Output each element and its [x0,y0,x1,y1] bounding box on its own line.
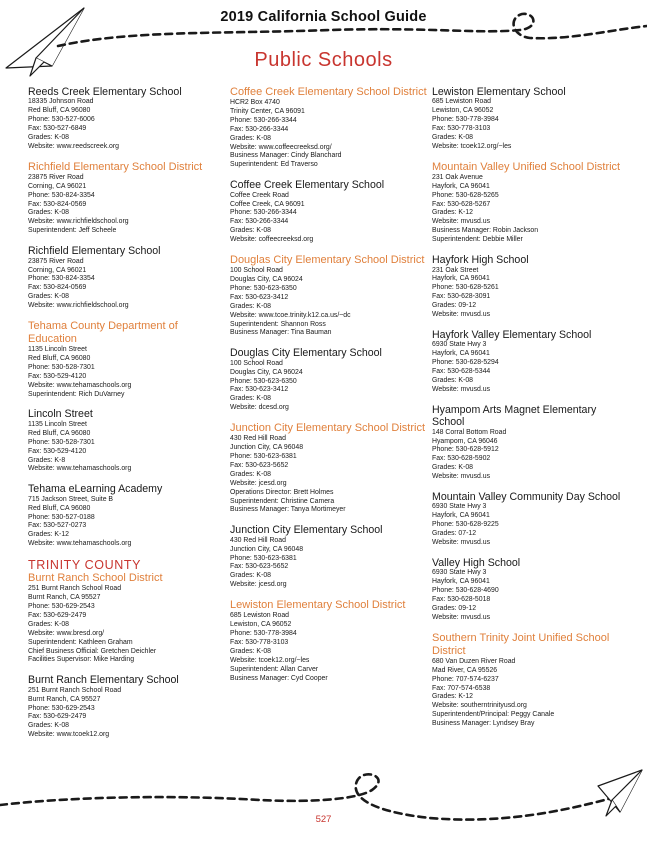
entry-detail-line: 430 Red Hill Road [230,435,286,443]
entry-detail-line: 18335 Johnson Road [28,98,94,106]
entry-detail-line: Phone: 530-824-3354 [28,191,95,199]
entry-detail-line: 231 Oak Avenue [432,173,483,181]
district-name: Richfield Elementary School District [28,160,203,173]
entry-detail-line: Douglas City, CA 96024 [230,276,303,283]
entry-detail-line: Grades: K-12 [432,209,473,217]
entry-detail-line: Superintendent: Allan Carver [230,665,319,673]
entry-detail-line: Phone: 530-628-9225 [432,521,499,529]
entry-detail-line: Superintendent: Christine Camera [230,497,335,505]
school-name: Tehama eLearning Academy [28,483,163,496]
entry-detail-line: Junction City, CA 96048 [230,444,304,452]
school-name: Mountain Valley Community Day School [432,491,621,504]
entry-detail-line: Website: tcoek12.org/~les [230,656,310,664]
entry-detail-line: Phone: 530-629-2543 [28,602,95,610]
entry-detail-line: Grades: K-08 [230,395,271,403]
school-entry [28,86,226,152]
entry-detail-line: Fax: 707-574-6538 [432,684,491,692]
entry-detail-line: Fax: 530-778-3103 [432,125,491,133]
entry-detail-line: Website: www.richfieldschool.org [28,302,129,310]
school-entry [432,491,630,548]
entry-detail-line: Phone: 530-778-3984 [432,116,499,124]
school-name: Valley High School [432,556,521,569]
entry-detail-line: Business Manager: Tanya Mortimeyer [230,506,346,514]
entry-detail-line: Grades: K-08 [230,134,271,142]
school-entry [432,329,630,395]
entry-detail-line: Phone: 530-623-6381 [230,554,297,562]
entry-detail-line: Grades: K-08 [230,302,271,310]
entry-detail-line: Grades: K-08 [28,209,69,217]
entry-detail-line: Phone: 530-623-6350 [230,284,297,292]
school-entry [432,86,630,152]
page-number: 527 [315,814,332,825]
school-entry [432,161,630,245]
school-entry [230,422,428,515]
entry-detail-line: Phone: 530-623-6381 [230,453,297,460]
entry-detail-line: Business Manager: Tina Bauman [230,329,332,337]
entry-detail-line: Website: mvusd.us [432,311,491,319]
entry-detail-line: 680 Van Duzen River Road [432,657,516,665]
entry-detail-line: 100 School Road [230,359,283,367]
entry-detail-line: Superintendent: Ed Traverso [230,161,318,169]
entry-detail-line: Fax: 530-628-5267 [432,200,491,208]
entry-detail-line: Fax: 530-628-5902 [432,455,491,463]
entry-detail-line: Coffee Creek Road [230,191,289,199]
entry-detail-line: Hayfork, CA 96041 [432,182,490,190]
district-name: Southern Trinity Joint Unified School District [432,631,610,657]
entry-detail-line: Phone: 530-824-3354 [28,275,95,283]
entry-detail-line: Website: jcesd.org [230,479,287,487]
entry-detail-line: Business Manager: Cyd Cooper [230,674,328,682]
guide-title: 2019 California School Guide [220,9,427,25]
entry-detail-line: Grades: K-08 [28,722,69,730]
entry-detail-line: HCR2 Box 4740 [230,99,280,106]
school-name: Coffee Creek Elementary School [230,179,385,192]
entry-detail-line: Grades: K-08 [28,293,69,301]
school-entry [28,320,226,399]
district-name: Lewiston Elementary School District [230,599,406,612]
entry-detail-line: 231 Oak Street [432,266,479,274]
entry-detail-line: Superintendent: Debbie Miller [432,236,523,244]
entry-detail-line: Website: www.tehamaschools.org [28,381,132,389]
entry-detail-line: Junction City, CA 96048 [230,545,304,553]
entry-detail-line: Phone: 530-266-3344 [230,209,297,217]
entry-detail-line: Fax: 530-527-0273 [28,522,87,530]
entry-detail-line: 148 Corral Bottom Road [432,428,507,436]
entry-detail-line: 251 Burnt Ranch School Road [28,585,122,593]
entry-detail-line: Douglas City, CA 96024 [230,368,303,376]
school-entry [230,347,428,413]
entry-detail-line: Grades: 09-12 [432,302,477,310]
entry-detail-line: Red Bluff, CA 96080 [28,354,91,362]
entry-detail-line: Grades: K-08 [28,620,69,628]
entry-detail-line: 430 Red Hill Road [230,536,286,544]
school-entry [28,483,226,549]
entry-detail-line: Grades: K-8 [28,456,66,464]
entry-detail-line: Website: mvusd.us [432,218,491,226]
entry-detail-line: Hayfork, CA 96041 [432,512,490,520]
entry-detail-line: Operations Director: Brett Holmes [230,488,334,496]
entry-detail-line: 6930 State Hwy 3 [432,341,487,349]
school-entry [230,254,428,338]
entry-detail-line: Website: mvusd.us [432,613,491,621]
school-entry [28,558,226,665]
entry-detail-line: Grades: K-08 [230,227,271,235]
entry-detail-line: Fax: 530-824-0569 [28,284,87,292]
school-entry [230,86,428,170]
entry-detail-line: Lewiston, CA 96052 [230,621,292,629]
school-name: Reeds Creek Elementary School [28,86,182,98]
entry-detail-line: 23875 River Road [28,257,84,265]
district-name: Tehama County Department of Education [28,320,178,346]
school-entry [230,524,428,590]
entry-detail-line: Red Bluff, CA 96080 [28,429,91,437]
entry-detail-line: Corning, CA 96021 [28,266,87,274]
entry-detail-line: Facilities Supervisor: Mike Harding [28,656,135,664]
school-name: Hayfork Valley Elementary School [432,328,592,341]
school-name: Lewiston Elementary School [432,86,566,98]
entry-detail-line: Fax: 530-629-2479 [28,611,87,619]
entry-detail-line: Grades: K-12 [432,693,473,701]
entry-detail-line: Red Bluff, CA 96080 [28,504,91,512]
entry-detail-line: Fax: 530-628-3091 [432,293,491,301]
entry-detail-line: Website: www.richfieldschool.org [28,218,129,226]
entry-detail-line: Phone: 530-628-5294 [432,359,499,367]
entry-detail-line: Website: www.tehamaschools.org [28,540,132,548]
entry-detail-line: Fax: 530-628-5344 [432,368,491,376]
school-entry [230,179,428,245]
entry-detail-line: Hayfork, CA 96041 [432,350,490,358]
entry-detail-line: Superintendent: Jeff Scheele [28,227,117,235]
entry-detail-line: Phone: 530-628-5261 [432,284,499,292]
entry-detail-line: Fax: 530-529-4120 [28,447,87,455]
entry-detail-line: Fax: 530-527-6849 [28,125,87,133]
school-entry [28,161,226,236]
district-name: Mountain Valley Unified School District [432,160,621,173]
entry-detail-line: Grades: K-08 [230,647,271,655]
entry-detail-line: Fax: 530-623-5652 [230,563,289,571]
district-name: Junction City Elementary School District [230,422,426,435]
entry-detail-line: 715 Jackson Street, Suite B [28,495,114,503]
entry-detail-line: Phone: 530-527-6006 [28,116,95,124]
column-2 [230,86,428,692]
entry-detail-line: 6930 State Hwy 3 [432,569,487,577]
entry-detail-line: Business Manager: Cindy Blanchard [230,152,342,160]
entry-detail-line: Phone: 530-528-7301 [28,438,95,446]
entry-detail-line: Business Manager: Robin Jackson [432,227,539,235]
county-heading: TRINITY COUNTY [28,558,142,573]
entry-detail-line: Phone: 707-574-6237 [432,675,499,683]
entry-detail-line: Grades: K-12 [28,531,69,539]
school-name: Lincoln Street [28,408,93,421]
entry-detail-line: 251 Burnt Ranch School Road [28,686,122,694]
column-3 [432,86,630,738]
entry-detail-line: 685 Lewiston Road [432,98,491,106]
school-name: Richfield Elementary School [28,245,161,258]
entry-detail-line: Red Bluff, CA 96080 [28,107,91,115]
entry-detail-line: Grades: 09-12 [432,605,477,612]
entry-detail-line: Phone: 530-527-0188 [28,513,95,521]
entry-detail-line: Hyampom, CA 96046 [432,437,498,445]
entry-detail-line: Website: www.tehamaschools.org [28,465,132,473]
entry-detail-line: 23875 River Road [28,173,84,181]
entry-detail-line: Corning, CA 96021 [28,182,87,190]
entry-detail-line: Phone: 530-628-5265 [432,191,499,199]
school-name: Burnt Ranch Elementary School [28,674,179,687]
flight-path-bottom [0,774,612,819]
entry-detail-line: Fax: 530-623-3412 [230,386,289,394]
entry-detail-line: Phone: 530-623-6350 [230,377,297,385]
entry-detail-line: Superintendent/Principal: Peggy Canale [432,711,555,719]
school-entry [432,254,630,320]
entry-detail-line: Coffee Creek, CA 96091 [230,200,305,208]
entry-detail-line: Website: mvusd.us [432,539,491,547]
entry-detail-line: Fax: 530-629-2479 [28,713,87,721]
district-name: Douglas City Elementary School District [230,254,425,267]
entry-detail-line: Fax: 530-778-3103 [230,638,289,646]
entry-detail-line: Burnt Ranch, CA 95527 [28,594,101,602]
entry-detail-line: Fax: 530-266-3344 [230,125,289,133]
entry-detail-line: Fax: 530-529-4120 [28,372,87,380]
entry-detail-line: Superintendent: Rich DuVarney [28,390,125,398]
school-entry [432,632,630,729]
entry-detail-line: Chief Business Official: Gretchen Deichler [28,647,157,655]
district-name: Coffee Creek Elementary School District [230,86,427,98]
entry-detail-line: Trinity Center, CA 96091 [230,107,305,115]
district-name: Burnt Ranch School District [28,572,163,585]
entry-detail-line: Hayfork, CA 96041 [432,578,490,586]
entry-detail-line: Superintendent: Shannon Ross [230,320,326,328]
entry-detail-line: Phone: 530-628-5912 [432,446,499,454]
entry-detail-line: 1135 Lincoln Street [28,346,87,354]
entry-detail-line: Grades: K-08 [230,470,271,478]
entry-detail-line: Burnt Ranch, CA 95527 [28,695,101,703]
entry-detail-line: Grades: 07-12 [432,530,477,538]
entry-detail-line: 100 School Road [230,267,283,275]
entry-detail-line: Website: dcesd.org [230,404,289,412]
entry-detail-line: 1135 Lincoln Street [28,420,87,428]
paper-plane-bottom-right-icon [598,770,642,816]
school-entry [28,408,226,474]
entry-detail-line: Fax: 530-266-3344 [230,218,289,226]
entry-detail-line: Website: www.tcoe.trinity.k12.ca.us/~dc [230,311,351,319]
school-name: Junction City Elementary School [230,524,383,537]
school-name: Hayfork High School [432,254,529,267]
entry-detail-line: Superintendent: Kathleen Graham [28,638,133,646]
section-title: Public Schools [254,49,393,71]
school-entry [28,245,226,311]
entry-detail-line: Hayfork, CA 96041 [432,275,490,283]
entry-detail-line: Website: www.bresd.org/ [28,629,105,637]
entry-detail-line: 6930 State Hwy 3 [432,503,487,511]
school-entry [28,674,226,740]
entry-detail-line: Fax: 530-628-5018 [432,596,491,604]
entry-detail-line: Grades: K-08 [432,464,473,472]
entry-detail-line: Grades: K-08 [432,134,473,142]
entry-detail-line: Website: tcoek12.org/~les [432,142,512,150]
entry-detail-line: Fax: 530-824-0569 [28,200,87,208]
entry-detail-line: Phone: 530-266-3344 [230,116,297,124]
entry-detail-line: Website: coffeecreeksd.org [230,236,314,244]
entry-detail-line: Lewiston, CA 96052 [432,107,494,115]
school-name: Douglas City Elementary School [230,347,382,360]
entry-detail-line: Website: www.reedscreek.org [28,142,120,150]
entry-detail-line: Phone: 530-629-2543 [28,704,95,712]
entry-detail-line: Website: mvusd.us [432,473,491,481]
entry-detail-line: Grades: K-08 [230,572,271,580]
school-name: Hyampom Arts Magnet Elementary School [432,403,597,429]
entry-detail-line: Website: southerntrinityusd.org [432,702,527,710]
entry-detail-line: Business Manager: Lyndsey Bray [432,720,535,728]
entry-detail-line: Fax: 530-623-3412 [230,293,289,301]
entry-detail-line: Grades: K-08 [28,134,69,142]
entry-detail-line: Grades: K-08 [432,376,473,384]
school-entry [432,404,630,482]
entry-detail-line: 685 Lewiston Road [230,612,289,620]
entry-detail-line: Website: www.tcoek12.org [28,731,110,739]
school-entry [432,557,630,623]
entry-detail-line: Phone: 530-628-4690 [432,587,499,595]
entry-detail-line: Mad River, CA 95526 [432,666,498,674]
entry-detail-line: Phone: 530-528-7301 [28,363,95,371]
entry-detail-line: Fax: 530-623-5652 [230,461,289,469]
column-1 [28,86,226,749]
entry-detail-line: Website: jcesd.org [230,581,287,589]
school-entry [230,599,428,683]
entry-detail-line: Website: www.coffeecreeksd.org/ [230,143,332,151]
entry-detail-line: Phone: 530-778-3984 [230,630,297,637]
entry-detail-line: Website: mvusd.us [432,385,491,393]
